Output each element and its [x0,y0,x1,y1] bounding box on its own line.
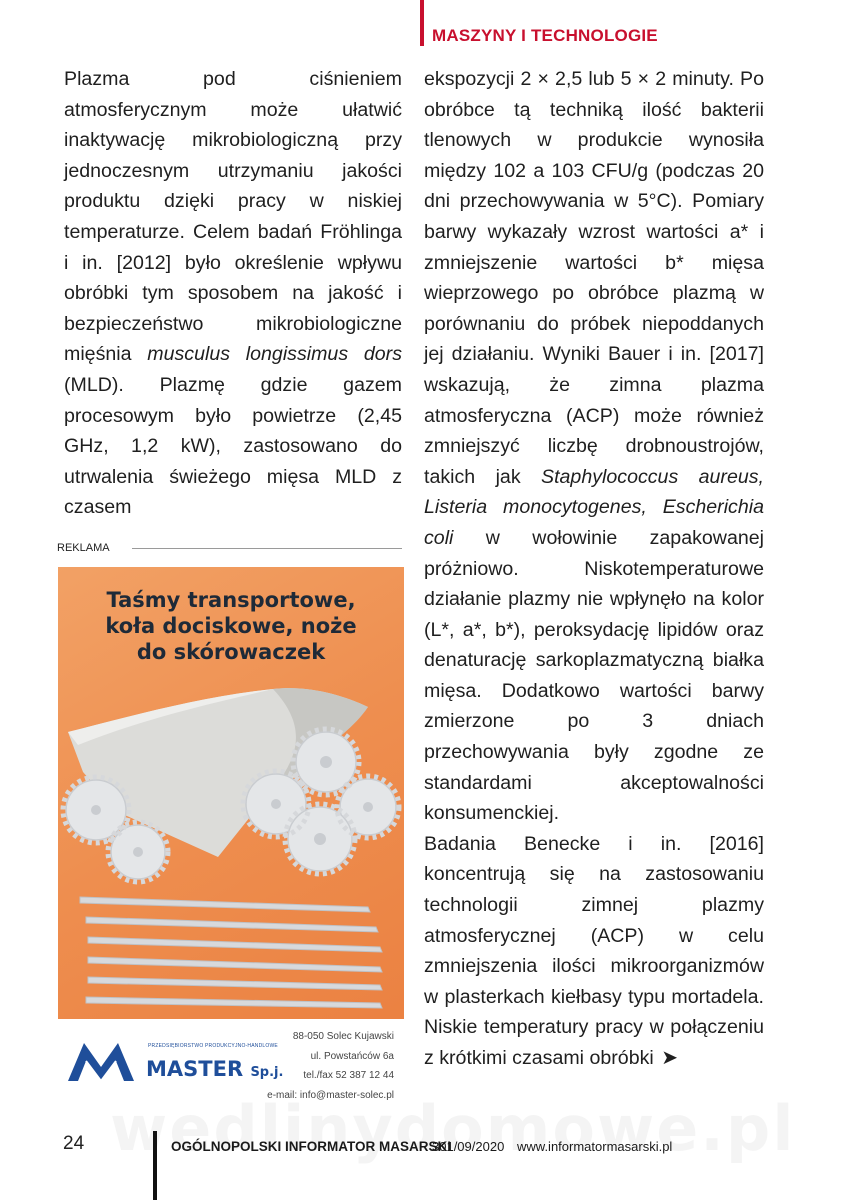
website-link[interactable]: www.informatormasarski.pl [517,1139,673,1154]
latin-term: musculus longissimus dors [147,343,402,366]
paragraph [424,829,764,1074]
text-run: Badania Benecke i in. [2016] koncentrują się na zastosowaniu technologii zimnej plazmy atmosferycznej (ACP) w celu zmniejszenia ilości mikroorganizmów w plasterkach kiełbasy typu mortadela. Niskie temperatury pracy w połączeniu z krótkimi czasami obróbki [424,832,764,1069]
watermark [110,1092,795,1165]
ad-product-image [58,567,404,1019]
ad-headline-line: koła dociskowe, noże [105,614,357,638]
email-link[interactable]: e-mail: info@master-solec.pl [267,1089,394,1101]
ad-label: REKLAMA [57,542,110,554]
article-column-right [424,64,764,1074]
company-name [146,1057,283,1081]
footer-divider-bar [153,1131,157,1200]
advertisement[interactable] [58,567,404,1109]
paragraph [424,64,764,829]
address-line: ul. Powstańców 6a [310,1050,394,1062]
ad-headline-line: Taśmy transportowe, [106,588,356,612]
continue-arrow-icon: ➤ [661,1047,678,1069]
company-type-label: PRZEDSIĘBIORSTWO PRODUKCYJNO-HANDLOWE [148,1043,278,1049]
issue-number: 301/09/2020 [432,1139,505,1154]
master-logo-icon [66,1037,136,1087]
page-number: 24 [63,1133,85,1154]
bacteria-names: Staphylococcus aureus, Listeria monocytogenes, Escherichia coli [424,465,764,549]
ad-divider [132,548,402,549]
section-accent-bar [420,0,424,46]
ad-headline-line: do skórowaczek [136,640,326,664]
address-line: 88-050 Solec Kujawski [292,1031,394,1042]
company-name-text: MASTER [146,1057,244,1081]
paragraph [64,64,402,523]
magazine-title: OGÓLNOPOLSKI INFORMATOR MASARSKI [171,1139,451,1154]
text-run: (MLD). Plazmę gdzie gazem procesowym było powietrze (2,45 GHz, 1,2 kW), zastosowano do utrwalenia świeżego mięsa MLD z czasem [64,373,402,519]
company-suffix: Sp.j. [250,1065,284,1080]
phone-line: tel./fax 52 387 12 44 [303,1070,394,1081]
article-column-left [64,64,402,523]
section-title: MASZYNY I TECHNOLOGIE [432,26,658,45]
text-run: ekspozycji 2 × 2,5 lub 5 × 2 minuty. Po obróbce tą techniką ilość bakterii tlenowych w produkcie wynosiła między 102 a 103 CFU/g (podczas 20 dni przechowywania w 5°C). Pomiary barwy wykazały wzrost wartości a* i zmniejszenie wartości b* mięsa wieprzowego po obróbce plazmą w porównaniu do próbek niepoddanych jej działaniu. Wyniki Bauer i in. [2017] wskazują, że zimna plazma atmosferyczna (ACP) może również zmniejszyć liczbę drobnoustrojów, takich jak [424,68,764,488]
text-run: Plazma pod ciśnieniem atmosferycznym może ułatwić inaktywację mikrobiologiczną przy jednoczesnym utrzymaniu jakości produktu dzięki pracy w niskiej temperaturze. Celem badań Fröhlinga i in. [2012] było określenie wpływu obróbki tym sposobem na jakość i bezpieczeństwo mikrobiologiczne mięśnia [64,68,402,366]
text-run: w wołowinie zapakowanej próżniowo. Niskotemperaturowe działanie plazmy nie wpłynęło na kolor (L*, a*, b*), peroksydację lipidów oraz denaturację sarkoplazmatyczną białka mięsa. Dodatkowo wartości barwy zmierzone po 3 dniach przechowywania były zgodne ze standardami akceptowalności konsumenckiej. [424,526,764,825]
